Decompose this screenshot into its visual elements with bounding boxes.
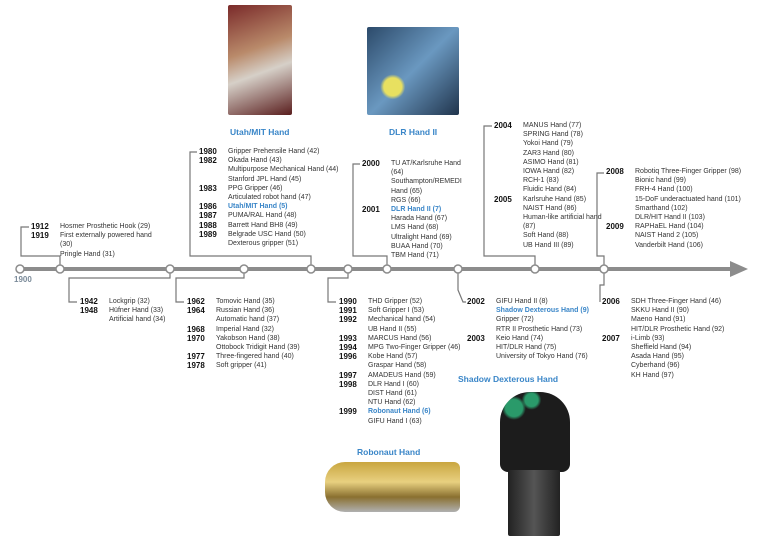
- entry-hand-name: DLR/HIT Hand II (103): [635, 214, 705, 222]
- timeline-entry: [494, 241, 604, 250]
- entry-year: 1964: [187, 306, 205, 316]
- timeline-entry: [362, 233, 462, 242]
- entry-year: [602, 361, 631, 370]
- timeline-entry: [187, 343, 317, 352]
- entry-hand-name: Kobe Hand (57): [368, 353, 418, 361]
- timeline-entry: [602, 334, 752, 343]
- timeline-entry: [199, 193, 349, 202]
- entry-hand-name: GIFU Hand I (63): [368, 417, 422, 425]
- dlr-hand-photo: [367, 27, 459, 115]
- timeline-entry: [467, 343, 597, 352]
- entry-year: [362, 196, 391, 205]
- entry-year: [602, 325, 631, 334]
- timeline-group-1962: [187, 297, 317, 371]
- timeline-entry: [602, 343, 752, 352]
- timeline-group-2006: [602, 297, 752, 380]
- timeline-entry: [31, 222, 161, 231]
- entry-hand-name: Lockgrip (32): [109, 298, 150, 305]
- entry-year: 2005: [494, 194, 512, 204]
- entry-year: [362, 251, 391, 260]
- entry-year: 1962: [187, 297, 205, 306]
- entry-hand-name: UB Hand II (55): [368, 325, 417, 333]
- entry-hand-name: Yokoi Hand (79): [523, 140, 573, 148]
- timeline-entry: [494, 149, 604, 158]
- entry-hand-name: Ultralight Hand (69): [391, 233, 452, 241]
- entry-hand-name: Vanderbilt Hand (106): [635, 241, 703, 249]
- entry-year: 2001: [362, 205, 380, 215]
- timeline-entry: [339, 361, 474, 370]
- timeline-node: [454, 265, 462, 273]
- entry-hand-name: Southampton/REMEDI Hand (65): [391, 178, 462, 195]
- entry-hand-name: RTR II Prosthetic Hand (73): [496, 325, 583, 333]
- entry-hand-name: NAIST Hand (86): [523, 204, 577, 212]
- entry-year: [362, 223, 391, 232]
- entry-hand-name: NAIST Hand 2 (105): [635, 232, 699, 240]
- entry-year: 1991: [339, 306, 357, 316]
- entry-hand-name: Gripper (72): [496, 316, 534, 324]
- entry-hand-name: FRH-4 Hand (100): [635, 186, 693, 194]
- entry-hand-name: AMADEUS Hand (59): [368, 371, 436, 379]
- entry-year: [362, 242, 391, 251]
- entry-hand-name: Artificial hand (34): [109, 316, 166, 324]
- entry-hand-name: Smarthand (102): [635, 204, 688, 212]
- entry-hand-name: LMS Hand (68): [391, 224, 439, 232]
- timeline-entry: [199, 211, 349, 220]
- entry-year: [362, 177, 391, 195]
- timeline-entry: [187, 352, 317, 361]
- entry-year: 1997: [339, 370, 357, 380]
- timeline-entry: [199, 239, 349, 248]
- entry-hand-name: MANUS Hand (77): [523, 122, 582, 129]
- timeline-entry: [362, 223, 462, 232]
- entry-hand-name: Asada Hand (95): [631, 353, 684, 361]
- entry-year: 2000: [362, 159, 380, 168]
- entry-year: [602, 352, 631, 361]
- entry-hand-name: RGS (66): [391, 196, 421, 204]
- entry-year: 1912: [31, 222, 49, 231]
- entry-hand-name: Belgrade USC Hand (50): [228, 230, 306, 238]
- entry-year: 2009: [606, 222, 624, 232]
- timeline-entry: [602, 361, 752, 370]
- timeline-entry: [602, 297, 752, 306]
- entry-hand-name: Fluidic Hand (84): [523, 186, 577, 194]
- timeline-entry: [494, 195, 604, 204]
- entry-year: 1983: [199, 183, 217, 193]
- entry-year: [339, 361, 368, 370]
- entry-year: 1977: [187, 352, 205, 362]
- timeline-entry: [339, 389, 474, 398]
- timeline-entry: [494, 185, 604, 194]
- entry-hand-name: SPRING Hand (78): [523, 131, 583, 139]
- entry-year: [606, 231, 635, 240]
- entry-hand-name: RCH-1 (83): [523, 177, 559, 185]
- entry-hand-name: Three-fingered hand (40): [216, 353, 294, 361]
- entry-year: 1980: [199, 147, 217, 156]
- entry-year: 1988: [199, 220, 217, 230]
- entry-year: [362, 214, 391, 223]
- timeline-entry: [339, 297, 474, 306]
- entry-hand-name: Soft Hand (88): [523, 232, 569, 240]
- entry-year: [80, 315, 109, 324]
- timeline-entry: [199, 221, 349, 230]
- timeline-entry: [31, 231, 161, 249]
- entry-hand-name: Bionic hand (99): [635, 177, 686, 185]
- entry-hand-name: HIT/DLR Prosthetic Hand (92): [631, 325, 725, 333]
- entry-year: [494, 158, 523, 167]
- entry-hand-name: Karlsruhe Hand (85): [523, 195, 587, 203]
- timeline-entry: [187, 315, 317, 324]
- entry-hand-name: First externally powered hand (30): [60, 232, 152, 249]
- timeline-entry: [339, 371, 474, 380]
- entry-hand-name: GIFU Hand II (8): [496, 298, 548, 305]
- entry-hand-name: Okada Hand (43): [228, 157, 282, 165]
- entry-hand-name: DIST Hand (61): [368, 390, 417, 398]
- entry-hand-name: Hüfner Hand (33): [109, 307, 164, 315]
- timeline-entry: [606, 167, 764, 176]
- timeline-node: [56, 265, 64, 273]
- entry-year: [339, 417, 368, 426]
- timeline-entry: [467, 352, 597, 361]
- utah-mit-hand-photo: [228, 5, 292, 115]
- robonaut-hand-photo: [325, 462, 460, 512]
- timeline-group-2000: [362, 159, 462, 260]
- timeline-entry: [339, 352, 474, 361]
- entry-year: [494, 231, 523, 240]
- timeline-entry: [467, 315, 597, 324]
- entry-year: [602, 306, 631, 315]
- entry-hand-name: Soft gripper (41): [216, 362, 267, 370]
- utah-mit-caption: Utah/MIT Hand: [230, 127, 290, 137]
- entry-year: [199, 193, 228, 202]
- timeline-entry: [339, 306, 474, 315]
- entry-hand-name: Cyberhand (96): [631, 362, 680, 370]
- entry-hand-name: ASIMO Hand (81): [523, 158, 579, 166]
- timeline-group-1912: [31, 222, 161, 259]
- entry-hand-name: MARCUS Hand (56): [368, 334, 432, 342]
- entry-hand-name: Barrett Hand BH8 (49): [228, 221, 298, 229]
- timeline-arrow: [730, 261, 748, 277]
- entry-hand-name: MPG Two-Finger Gripper (46): [368, 344, 461, 352]
- timeline-entry: [606, 204, 764, 213]
- timeline-entry: [494, 121, 604, 130]
- entry-hand-name: Human-like artificial hand (87): [523, 214, 602, 231]
- entry-year: 2003: [467, 333, 485, 343]
- timeline-group-1980: [199, 147, 349, 248]
- entry-hand-name: Keio Hand (74): [496, 334, 544, 342]
- timeline-entry: [339, 407, 474, 416]
- timeline-entry: [362, 214, 462, 223]
- timeline-entry: [494, 204, 604, 213]
- dlr-caption: DLR Hand II: [389, 127, 438, 137]
- entry-year: [467, 325, 496, 334]
- entry-year: 1970: [187, 333, 205, 343]
- timeline-entry: [80, 306, 190, 315]
- timeline-entry: [187, 297, 317, 306]
- timeline-node: [383, 265, 391, 273]
- entry-year: 1994: [339, 343, 357, 353]
- entry-year: 1999: [339, 407, 357, 417]
- entry-year: [606, 195, 635, 204]
- entry-year: 2008: [606, 167, 624, 176]
- entry-hand-name: Shadow Dexterous Hand (9): [496, 307, 589, 315]
- timeline-entry: [606, 231, 764, 240]
- timeline-entry: [602, 315, 752, 324]
- entry-year: [467, 343, 496, 352]
- entry-year: [31, 250, 60, 259]
- timeline-group-2004: [494, 121, 604, 250]
- timeline-entry: [187, 306, 317, 315]
- entry-year: [199, 165, 228, 174]
- timeline-entry: [187, 325, 317, 334]
- timeline-entry: [494, 158, 604, 167]
- entry-hand-name: Articulated robot hand (47): [228, 194, 311, 202]
- entry-year: 1968: [187, 324, 205, 334]
- start-year-label: 1900: [14, 275, 32, 284]
- entry-year: [494, 204, 523, 213]
- entry-year: [187, 343, 216, 352]
- timeline-node: [344, 265, 352, 273]
- entry-hand-name: Imperial Hand (32): [216, 325, 274, 333]
- shadow-caption: Shadow Dexterous Hand: [458, 374, 559, 384]
- entry-year: [339, 398, 368, 407]
- entry-year: 2007: [602, 333, 620, 343]
- entry-hand-name: Robotiq Three-Finger Gripper (98): [635, 168, 742, 175]
- timeline-group-1942: [80, 297, 190, 325]
- entry-hand-name: Ottobock Tridigit Hand (39): [216, 344, 300, 352]
- timeline-entry: [362, 242, 462, 251]
- timeline-node: [600, 265, 608, 273]
- entry-hand-name: Pringle Hand (31): [60, 250, 115, 258]
- entry-hand-name: DLR Hand II (7): [391, 206, 442, 214]
- entry-year: [467, 315, 496, 324]
- timeline-node: [166, 265, 174, 273]
- entry-hand-name: Tomovic Hand (35): [216, 298, 275, 305]
- timeline-entry: [339, 315, 474, 324]
- entry-year: 1978: [187, 361, 205, 371]
- entry-hand-name: Stanford JPL Hand (45): [228, 175, 302, 183]
- entry-hand-name: TBM Hand (71): [391, 252, 439, 260]
- entry-year: [606, 204, 635, 213]
- timeline-entry: [494, 139, 604, 148]
- timeline-entry: [339, 417, 474, 426]
- timeline-entry: [606, 222, 764, 231]
- entry-year: [602, 315, 631, 324]
- entry-hand-name: UB Hand III (89): [523, 241, 574, 249]
- timeline-entry: [199, 202, 349, 211]
- timeline-entry: [467, 306, 597, 315]
- timeline-group-1990: [339, 297, 474, 426]
- timeline-entry: [339, 334, 474, 343]
- timeline-entry: [339, 380, 474, 389]
- timeline-entry: [494, 176, 604, 185]
- entry-year: 1987: [199, 211, 217, 221]
- timeline-entry: [467, 325, 597, 334]
- entry-year: 1989: [199, 229, 217, 239]
- entry-year: 1992: [339, 315, 357, 325]
- timeline-node: [307, 265, 315, 273]
- entry-hand-name: DLR Hand I (60): [368, 380, 419, 388]
- entry-hand-name: Automatic hand (37): [216, 316, 280, 324]
- entry-year: [494, 130, 523, 139]
- entry-hand-name: University of Tokyo Hand (76): [496, 353, 588, 361]
- entry-year: 1982: [199, 156, 217, 166]
- timeline-entry: [494, 167, 604, 176]
- entry-year: 1919: [31, 231, 49, 241]
- entry-hand-name: Multipurpose Mechanical Hand (44): [228, 166, 339, 174]
- timeline-entry: [199, 165, 349, 174]
- entry-year: [494, 213, 523, 231]
- entry-hand-name: 15-DoF underactuated hand (101): [635, 195, 741, 203]
- entry-year: [187, 315, 216, 324]
- entry-hand-name: RAPHaEL Hand (104): [635, 223, 704, 231]
- shadow-hand-base: [508, 470, 560, 536]
- entry-year: 1996: [339, 352, 357, 362]
- entry-year: [602, 343, 631, 352]
- entry-year: 1948: [80, 306, 98, 316]
- timeline-node: [16, 265, 24, 273]
- timeline-entry: [362, 205, 462, 214]
- entry-hand-name: TU AT/Karlsruhe Hand (64): [391, 160, 461, 177]
- entry-hand-name: HIT/DLR Hand (75): [496, 344, 557, 352]
- entry-year: 1986: [199, 202, 217, 212]
- entry-hand-name: PUMA/RAL Hand (48): [228, 212, 297, 220]
- timeline-entry: [362, 251, 462, 260]
- entry-year: [199, 239, 228, 248]
- timeline-entry: [467, 334, 597, 343]
- entry-hand-name: KH Hand (97): [631, 371, 674, 379]
- entry-year: [494, 176, 523, 185]
- timeline-entry: [494, 130, 604, 139]
- entry-year: [339, 325, 368, 334]
- timeline-entry: [362, 196, 462, 205]
- entry-year: [494, 185, 523, 194]
- entry-year: [494, 241, 523, 250]
- entry-hand-name: NTU Hand (62): [368, 399, 416, 407]
- timeline-entry: [199, 184, 349, 193]
- timeline-entry: [602, 325, 752, 334]
- entry-year: [494, 167, 523, 176]
- timeline-node: [240, 265, 248, 273]
- timeline-entry: [606, 176, 764, 185]
- robonaut-caption: Robonaut Hand: [357, 447, 421, 457]
- entry-year: [494, 149, 523, 158]
- timeline-group-2002: [467, 297, 597, 361]
- entry-hand-name: Soft Gripper I (53): [368, 307, 425, 315]
- entry-year: 1942: [80, 297, 98, 306]
- timeline-entry: [606, 195, 764, 204]
- entry-hand-name: IOWA Hand (82): [523, 168, 575, 176]
- timeline-entry: [602, 352, 752, 361]
- timeline-entry: [494, 231, 604, 240]
- entry-hand-name: Utah/MIT Hand (5): [228, 203, 288, 211]
- timeline-entry: [362, 177, 462, 195]
- entry-year: [467, 306, 496, 315]
- timeline-entry: [494, 213, 604, 231]
- entry-year: 1998: [339, 379, 357, 389]
- timeline-entry: [31, 250, 161, 259]
- entry-hand-name: Yakobson Hand (38): [216, 334, 280, 342]
- entry-year: [602, 371, 631, 380]
- entry-hand-name: Russian Hand (36): [216, 307, 275, 315]
- timeline-entry: [80, 315, 190, 324]
- entry-hand-name: Sheffield Hand (94): [631, 344, 692, 352]
- timeline-entry: [606, 185, 764, 194]
- entry-hand-name: SKKU Hand II (90): [631, 307, 689, 315]
- entry-year: [606, 176, 635, 185]
- timeline-group-2008: [606, 167, 764, 250]
- entry-year: 1993: [339, 333, 357, 343]
- timeline-entry: [467, 297, 597, 306]
- timeline-entry: [187, 361, 317, 370]
- entry-year: [606, 185, 635, 194]
- entry-year: [339, 389, 368, 398]
- entry-hand-name: Hosmer Prosthetic Hook (29): [60, 223, 151, 230]
- entry-hand-name: Mechanical hand (54): [368, 316, 436, 324]
- entry-hand-name: i-Limb (93): [631, 334, 665, 342]
- entry-hand-name: SDH Three-Finger Hand (46): [631, 298, 722, 305]
- entry-hand-name: Gripper Prehensile Hand (42): [228, 148, 320, 155]
- timeline-entry: [362, 159, 462, 177]
- entry-year: [606, 213, 635, 222]
- timeline-entry: [602, 371, 752, 380]
- entry-year: [362, 233, 391, 242]
- timeline-entry: [339, 343, 474, 352]
- entry-hand-name: BUAA Hand (70): [391, 242, 443, 250]
- entry-hand-name: PPG Gripper (46): [228, 184, 283, 192]
- timeline-node: [531, 265, 539, 273]
- entry-hand-name: Graspar Hand (58): [368, 362, 427, 370]
- entry-hand-name: Robonaut Hand (6): [368, 408, 431, 416]
- timeline-entry: [339, 398, 474, 407]
- timeline-entry: [187, 334, 317, 343]
- entry-year: [494, 139, 523, 148]
- entry-hand-name: THD Gripper (52): [368, 298, 423, 305]
- entry-year: [467, 352, 496, 361]
- entry-hand-name: Dexterous gripper (51): [228, 240, 299, 248]
- entry-year: [606, 241, 635, 250]
- entry-year: 2004: [494, 121, 512, 130]
- timeline-entry: [339, 325, 474, 334]
- timeline-entry: [606, 241, 764, 250]
- entry-hand-name: ZAR3 Hand (80): [523, 149, 574, 157]
- timeline-entry: [606, 213, 764, 222]
- entry-year: 1990: [339, 297, 357, 306]
- timeline-entry: [80, 297, 190, 306]
- timeline-entry: [199, 230, 349, 239]
- timeline-entry: [199, 147, 349, 156]
- entry-year: 2006: [602, 297, 620, 306]
- shadow-hand-photo: [500, 392, 570, 472]
- entry-hand-name: Harada Hand (67): [391, 215, 448, 223]
- timeline-entry: [199, 156, 349, 165]
- entry-year: 2002: [467, 297, 485, 306]
- timeline-entry: [199, 175, 349, 184]
- entry-hand-name: Maeno Hand (91): [631, 316, 686, 324]
- timeline-entry: [602, 306, 752, 315]
- entry-year: [199, 175, 228, 184]
